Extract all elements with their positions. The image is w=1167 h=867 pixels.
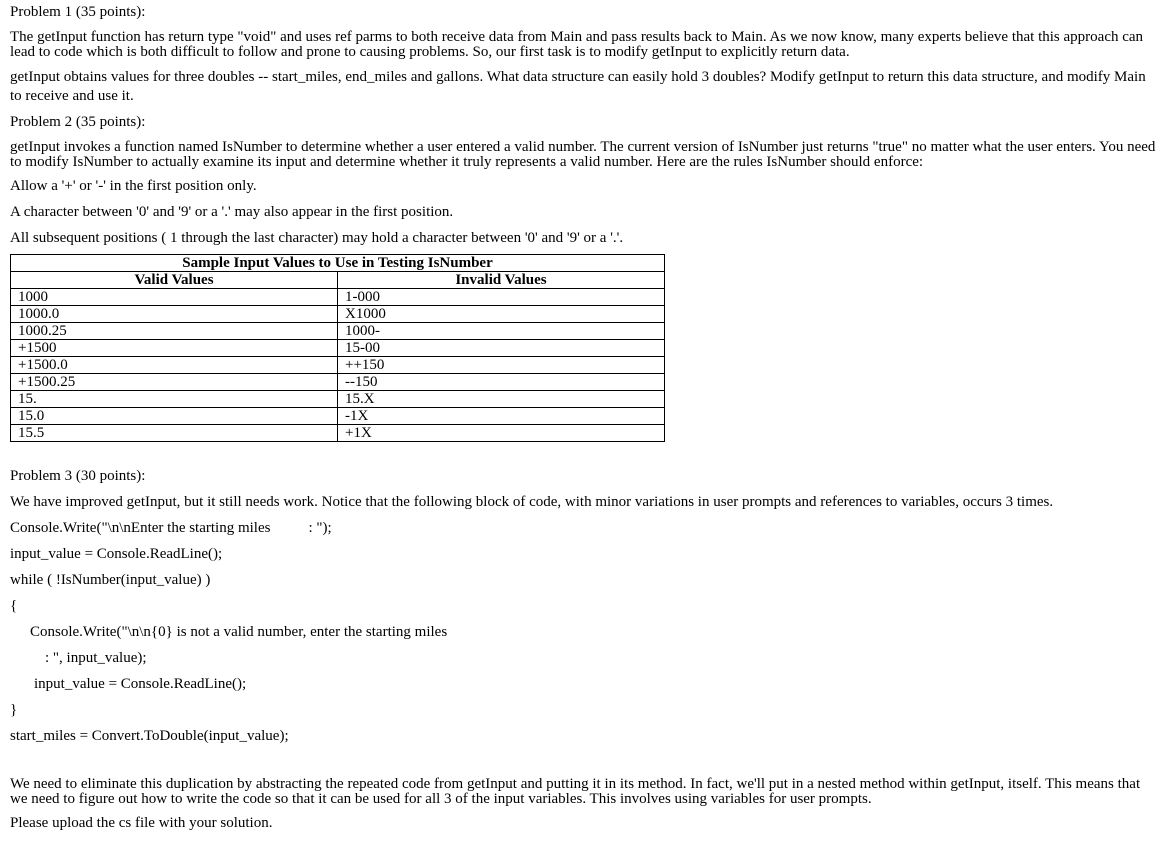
- problem2-rule-3: All subsequent positions ( 1 through the last character) may hold a character between '0' and '9' or a '.'.: [10, 230, 624, 246]
- valid-value-cell: +1500: [11, 340, 338, 357]
- valid-value-cell: 15.5: [11, 425, 338, 442]
- code-line: }: [10, 702, 18, 718]
- invalid-values-header: Invalid Values: [338, 272, 665, 289]
- invalid-value-cell: +1X: [338, 425, 665, 442]
- upload-instruction: Please upload the cs file with your solution.: [10, 815, 273, 831]
- invalid-value-cell: X1000: [338, 306, 665, 323]
- table-row: [11, 357, 665, 374]
- code-text: Console.Write("\n\nEnter the starting miles: [10, 520, 271, 536]
- table-row: [11, 289, 665, 306]
- table-row: [11, 374, 665, 391]
- code-line: : ", input_value);: [45, 650, 147, 666]
- table-caption: Sample Input Values to Use in Testing IsNumber: [11, 255, 665, 272]
- invalid-value-cell: ++150: [338, 357, 665, 374]
- valid-value-cell: +1500.0: [11, 357, 338, 374]
- code-line: Console.Write("\n\n{0} is not a valid number, enter the starting miles: [30, 624, 448, 640]
- code-line: while ( !IsNumber(input_value) ): [10, 572, 211, 588]
- valid-value-cell: 15.: [11, 391, 338, 408]
- table-row: [11, 340, 665, 357]
- code-line: start_miles = Convert.ToDouble(input_value);: [10, 728, 289, 744]
- invalid-value-cell: 15-00: [338, 340, 665, 357]
- valid-value-cell: 1000.25: [11, 323, 338, 340]
- invalid-value-cell: -1X: [338, 408, 665, 425]
- problem2-rule-2: A character between '0' and '9' or a '.' may also appear in the first position.: [10, 204, 454, 220]
- invalid-value-cell: 1000-: [338, 323, 665, 340]
- sample-input-table: [10, 254, 665, 442]
- problem1-heading: Problem 1 (35 points):: [10, 4, 146, 20]
- table-row: [11, 323, 665, 340]
- table-row: [11, 391, 665, 408]
- code-line: input_value = Console.ReadLine();: [34, 676, 247, 692]
- code-line: [10, 520, 1157, 537]
- problem3-paragraph-1: We have improved getInput, but it still needs work. Notice that the following block of code, with minor variations in user prompts and references to variables, occurs 3 times.: [10, 494, 1054, 510]
- invalid-value-cell: --150: [338, 374, 665, 391]
- problem3-paragraph-2: We need to eliminate this duplication by abstracting the repeated code from getInput and putting it in its method. In fact, we'll put in a nested method within getInput, itself. This means that we need to figure out how to write the code so that it can be used for all 3 of the input variables. This involves using variables for user prompts.: [10, 776, 1141, 807]
- problem1-paragraph-2: getInput obtains values for three doubles -- start_miles, end_miles and gallons. What data structure can easily hold 3 doubles? Modify getInput to return this data structure, and modify Main to receive and use it.: [10, 69, 1146, 104]
- invalid-value-cell: 1-000: [338, 289, 665, 306]
- code-block: [10, 520, 1157, 745]
- code-line: {: [10, 598, 18, 614]
- valid-value-cell: 15.0: [11, 408, 338, 425]
- code-text: : ");: [308, 520, 332, 536]
- code-line: input_value = Console.ReadLine();: [10, 546, 223, 562]
- valid-value-cell: +1500.25: [11, 374, 338, 391]
- valid-value-cell: 1000.0: [11, 306, 338, 323]
- table-row: [11, 408, 665, 425]
- invalid-value-cell: 15.X: [338, 391, 665, 408]
- valid-values-header: Valid Values: [11, 272, 338, 289]
- problem1-paragraph-1: The getInput function has return type "void" and uses ref parms to both receive data from Main and pass results back to Main. As we now know, many experts believe that this approach can lead to code which is both difficult to follow and prone to causing problems. So, our first task is to modify getInput to explicitly return data.: [10, 29, 1144, 60]
- table-row: [11, 306, 665, 323]
- table-row: [11, 425, 665, 442]
- problem2-heading: Problem 2 (35 points):: [10, 114, 146, 130]
- problem2-rule-1: Allow a '+' or '-' in the first position only.: [10, 178, 257, 194]
- problem2-paragraph-1: getInput invokes a function named IsNumber to determine whether a user entered a valid number. The current version of IsNumber just returns "true" no matter what the user enters. You need to modify IsNumber to actually examine its input and determine whether it truly represents a valid number. Here are the rules IsNumber should enforce:: [10, 139, 1156, 170]
- problem3-heading: Problem 3 (30 points):: [10, 468, 146, 484]
- valid-value-cell: 1000: [11, 289, 338, 306]
